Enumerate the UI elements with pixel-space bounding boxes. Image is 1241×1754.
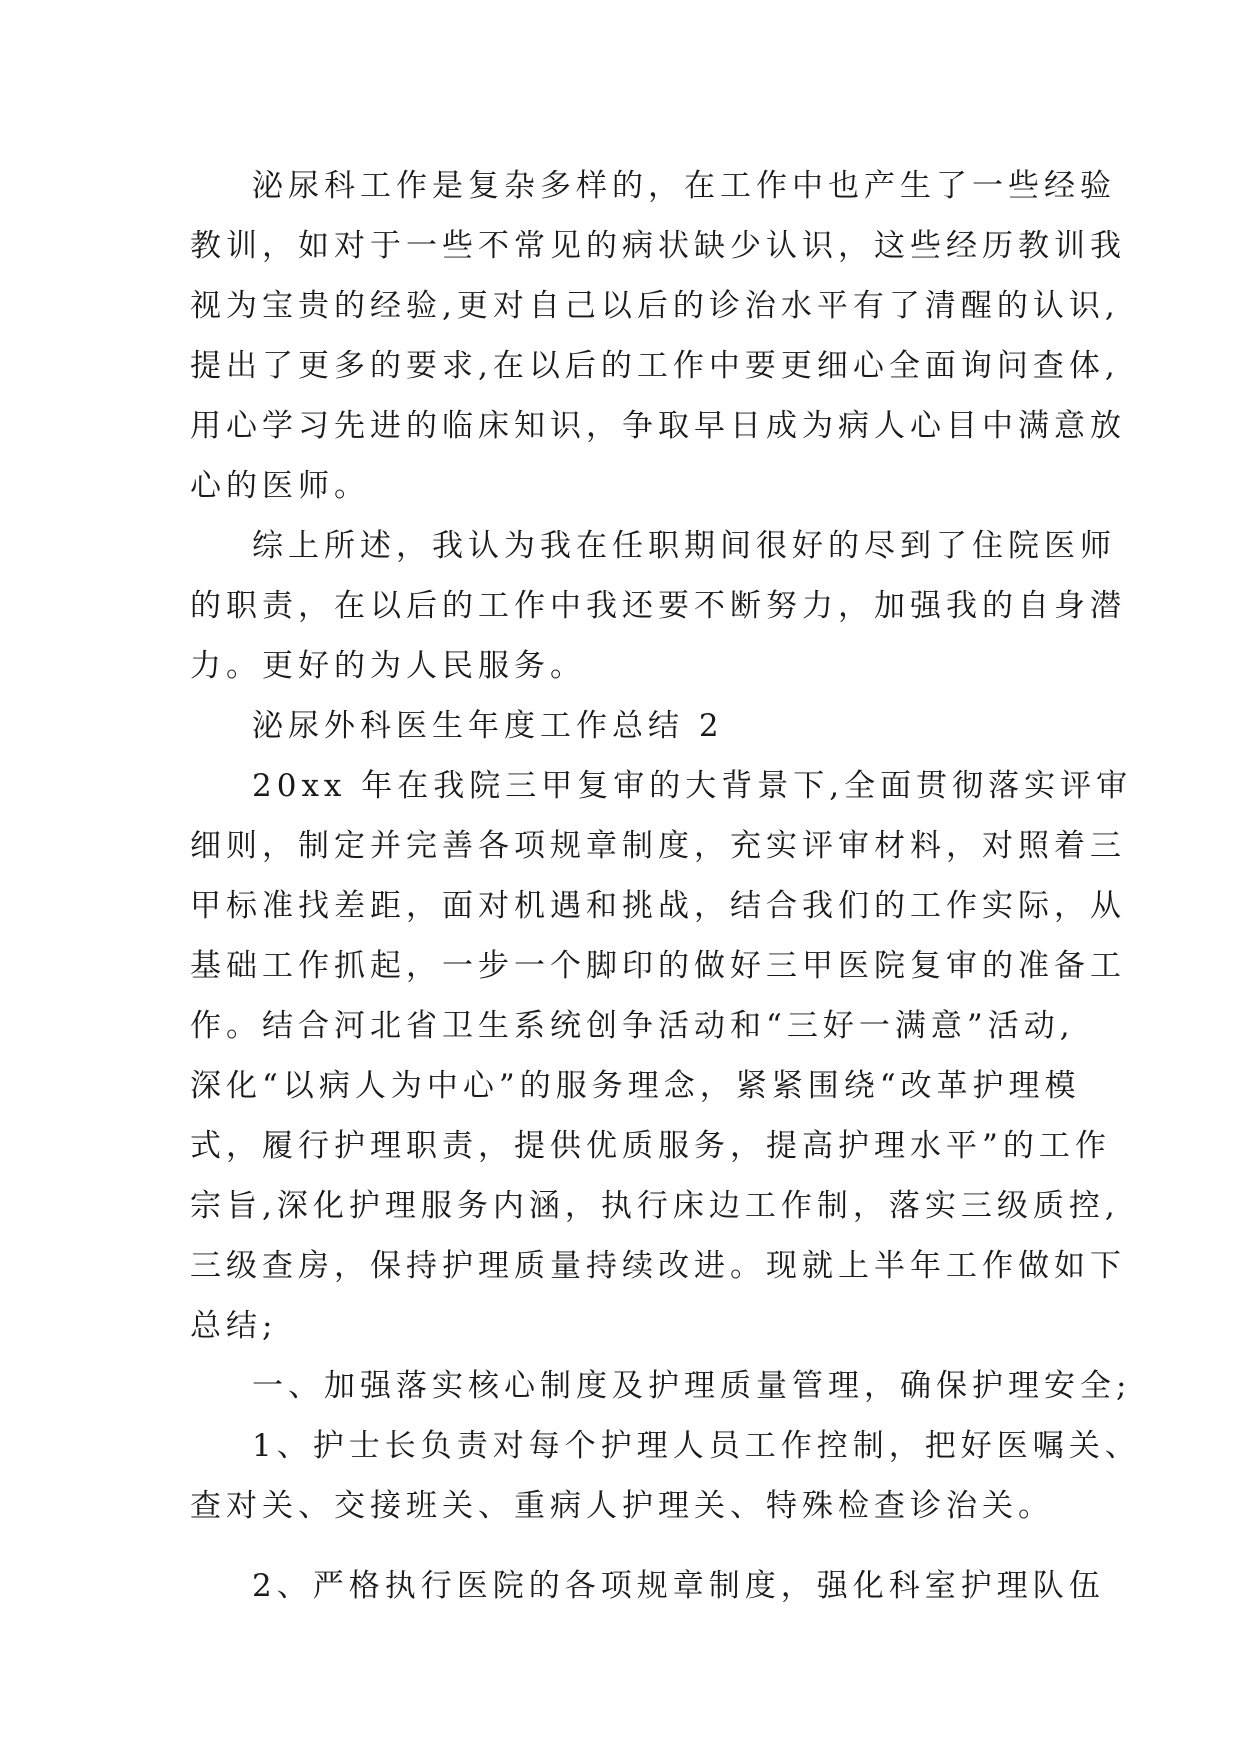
paragraph-line: 2、严格执行医院的各项规章制度，强化科室护理队伍 <box>252 1568 1105 1604</box>
paragraph-line: 一、加强落实核心制度及护理质量管理，确保护理安全; <box>252 1368 1132 1404</box>
paragraph-line: 教训，如对于一些不常见的病状缺少认识，这些经历教训我 <box>190 228 1126 264</box>
paragraph-line: 视为宝贵的经验,更对自己以后的诊治水平有了清醒的认识, <box>190 288 1120 324</box>
paragraph-line: 20xx 年在我院三甲复审的大背景下,全面贯彻落实评审 <box>252 768 1133 804</box>
section-heading: 泌尿外科医生年度工作总结 2 <box>252 708 724 744</box>
paragraph-line: 用心学习先进的临床知识，争取早日成为病人心目中满意放 <box>190 408 1126 444</box>
paragraph-line: 泌尿科工作是复杂多样的，在工作中也产生了一些经验 <box>252 168 1116 204</box>
paragraph-line: 作。结合河北省卫生系统创争活动和“三好一满意”活动, <box>190 1008 1075 1044</box>
paragraph-line: 三级查房，保持护理质量持续改进。现就上半年工作做如下 <box>190 1248 1126 1284</box>
paragraph-line: 甲标准找差距，面对机遇和挑战，结合我们的工作实际，从 <box>190 888 1126 924</box>
paragraph-line: 力。更好的为人民服务。 <box>190 648 586 684</box>
paragraph-line: 深化“以病人为中心”的服务理念，紧紧围绕“改革护理模 <box>190 1068 1081 1104</box>
paragraph-line: 总结; <box>190 1308 278 1344</box>
paragraph-line: 宗旨,深化护理服务内涵，执行床边工作制，落实三级质控, <box>190 1188 1120 1224</box>
paragraph-line: 细则，制定并完善各项规章制度，充实评审材料，对照着三 <box>190 828 1126 864</box>
paragraph-line: 提出了更多的要求,在以后的工作中要更细心全面询问查体, <box>190 348 1120 384</box>
paragraph-line: 式，履行护理职责，提供优质服务，提高护理水平”的工作 <box>190 1128 1111 1164</box>
paragraph-line: 1、护士长负责对每个护理人员工作控制，把好医嘱关、 <box>252 1428 1141 1464</box>
paragraph-line: 基础工作抓起，一步一个脚印的做好三甲医院复审的准备工 <box>190 948 1126 984</box>
paragraph-line: 综上所述，我认为我在任职期间很好的尽到了住院医师 <box>252 528 1116 564</box>
paragraph-line: 心的医师。 <box>190 468 370 504</box>
paragraph-line: 查对关、交接班关、重病人护理关、特殊检查诊治关。 <box>190 1488 1054 1524</box>
paragraph-line: 的职责，在以后的工作中我还要不断努力，加强我的自身潜 <box>190 588 1126 624</box>
